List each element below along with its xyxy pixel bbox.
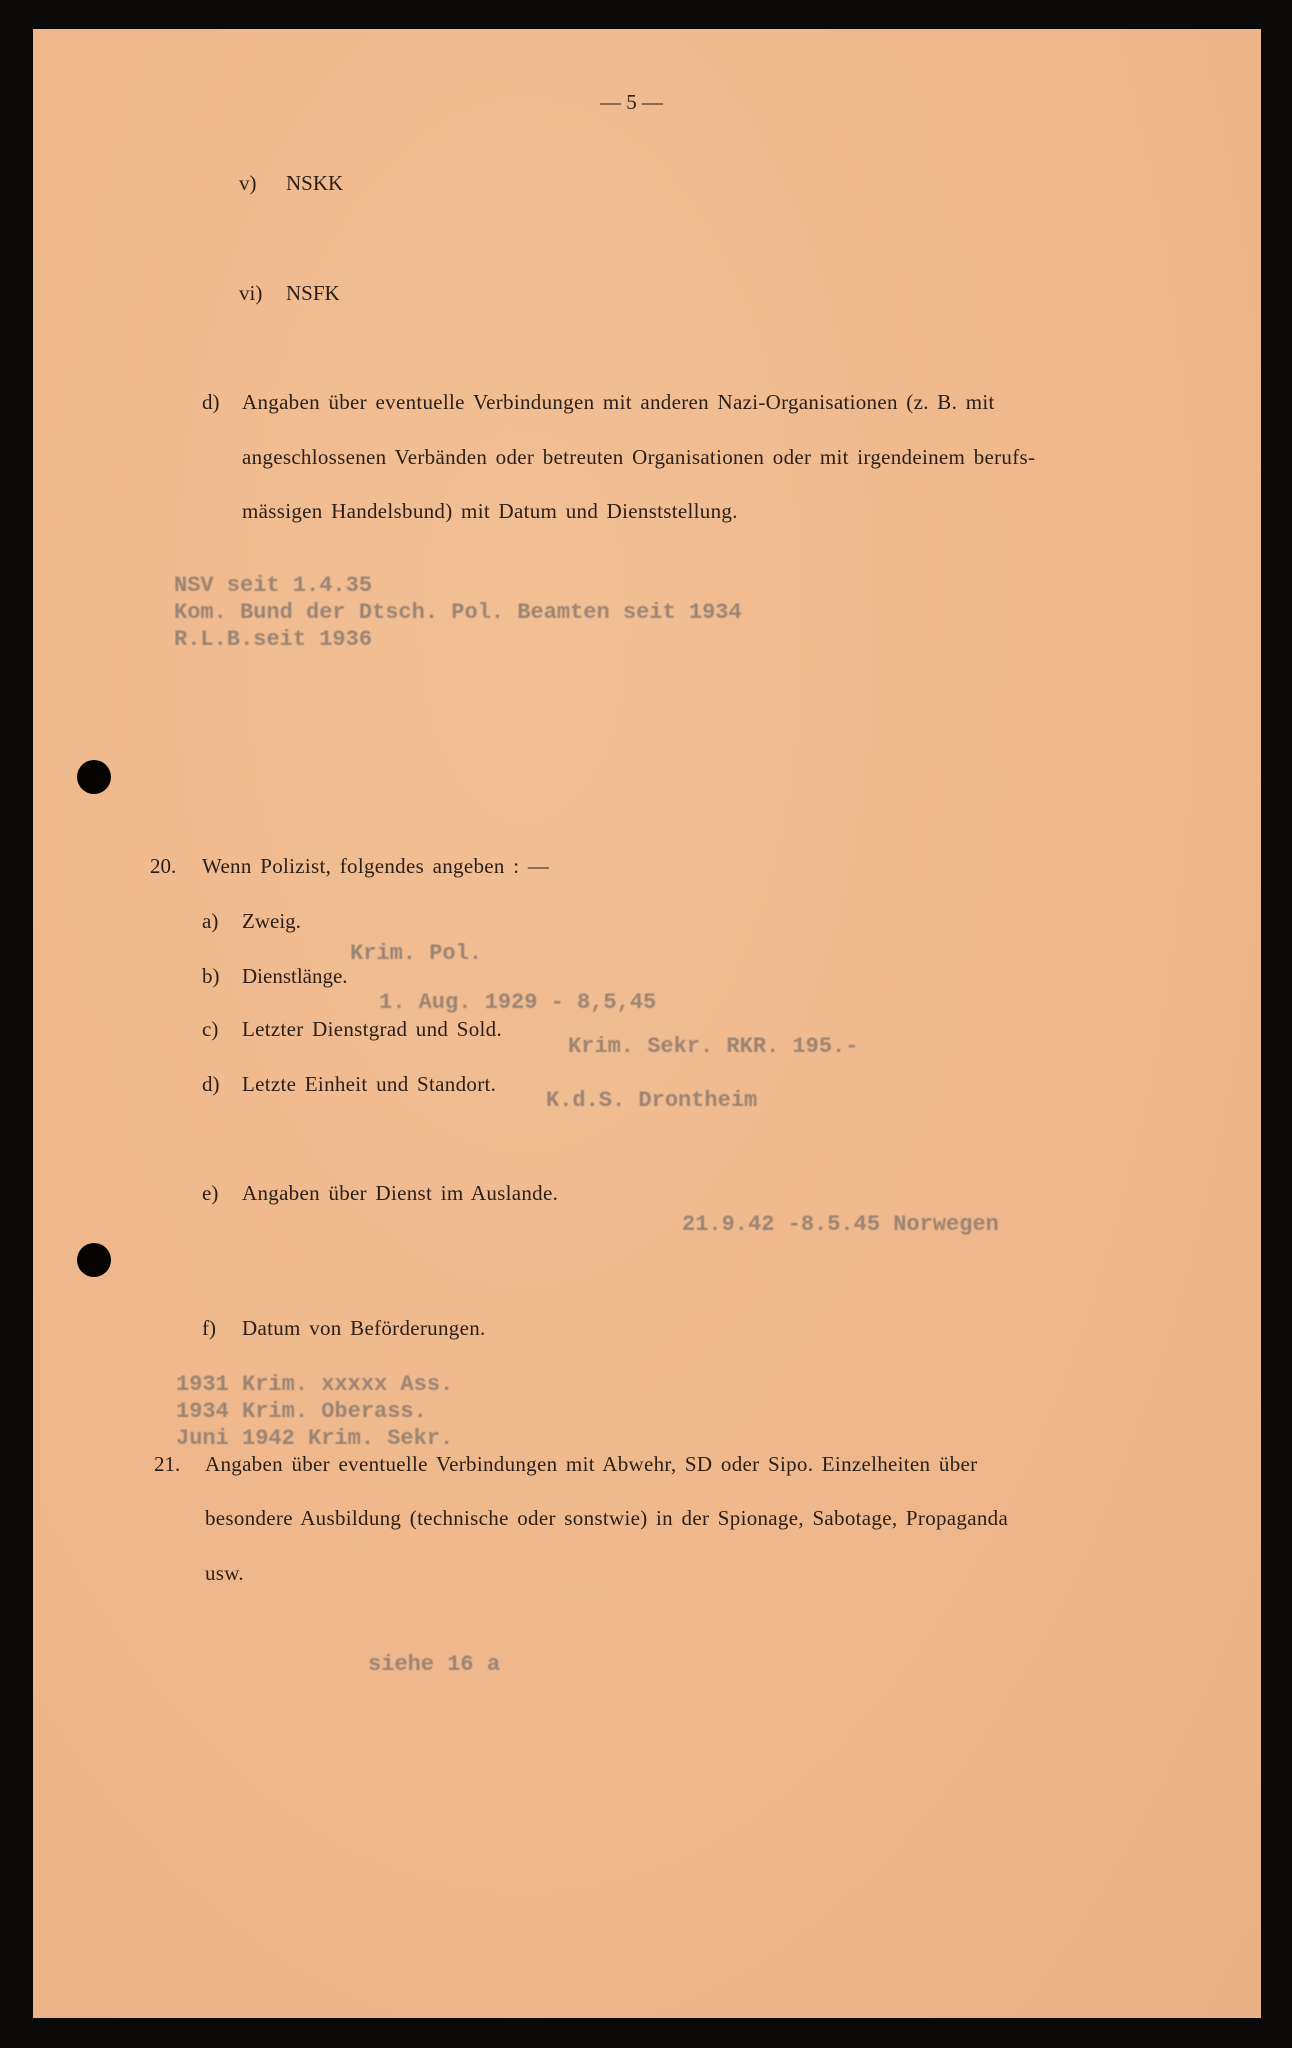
q20-e-answer: 21.9.42 -8.5.45 Norwegen (682, 1212, 999, 1237)
typed-answer-d-1: NSV seit 1.4.35 (174, 573, 373, 598)
item-d-label: d) (202, 390, 220, 414)
q21-number: 21. (154, 1452, 181, 1476)
q20-a-answer: Krim. Pol. (350, 941, 483, 966)
q20-f-answer-3: Juni 1942 Krim. Sekr. (176, 1426, 454, 1451)
q20-e-text: Angaben über Dienst im Auslande. (242, 1181, 559, 1205)
q20-a-label: a) (202, 909, 219, 933)
q20-f-text: Datum von Beförderungen. (242, 1316, 486, 1340)
q21-line-2: besondere Ausbildung (technische oder sonstwie) in der Spionage, Sabotage, Propaganda (205, 1506, 1009, 1530)
q20-c-label: c) (202, 1017, 219, 1041)
item-v-label: v) (239, 171, 257, 195)
q20-d-answer: K.d.S. Drontheim (546, 1088, 758, 1113)
q21-answer: siehe 16 a (368, 1652, 501, 1677)
q20-c-text: Letzter Dienstgrad und Sold. (242, 1017, 503, 1041)
q20-f-answer-1: 1931 Krim. xxxxx Ass. (176, 1372, 454, 1397)
item-d-line-3: mässigen Handelsbund) mit Datum und Dienststellung. (242, 499, 738, 523)
q20-b-label: b) (202, 964, 220, 988)
punch-hole (77, 760, 111, 794)
q20-e-label: e) (202, 1181, 219, 1205)
q20-d-label: d) (202, 1072, 220, 1096)
q20-number: 20. (150, 854, 177, 878)
q20-d-text: Letzte Einheit und Standort. (242, 1072, 497, 1096)
item-v-text: NSKK (286, 171, 344, 195)
item-d-line-2: angeschlossenen Verbänden oder betreuten Organisationen oder mit irgendeinem berufs- (242, 445, 1036, 469)
q20-text: Wenn Polizist, folgendes angeben : — (202, 854, 550, 878)
punch-hole (77, 1243, 111, 1277)
typed-answer-d-2: Kom. Bund der Dtsch. Pol. Beamten seit 1934 (174, 600, 742, 625)
q20-a-text: Zweig. (242, 909, 301, 933)
item-vi-text: NSFK (286, 281, 340, 305)
q20-f-answer-2: 1934 Krim. Oberass. (176, 1399, 427, 1424)
q21-line-1: Angaben über eventuelle Verbindungen mit Abwehr, SD oder Sipo. Einzelheiten über (205, 1452, 978, 1476)
q20-c-answer: Krim. Sekr. RKR. 195.- (568, 1034, 859, 1059)
item-d-line-1: Angaben über eventuelle Verbindungen mit anderen Nazi-Organisationen (z. B. mit (242, 390, 995, 414)
page-number: — 5 — (600, 90, 663, 114)
q20-b-text: Dienstlänge. (242, 964, 348, 988)
q21-line-3: usw. (205, 1561, 244, 1585)
typed-answer-d-3: R.L.B.seit 1936 (174, 627, 373, 652)
item-vi-label: vi) (239, 281, 263, 305)
q20-b-answer: 1. Aug. 1929 - 8,5,45 (379, 990, 657, 1015)
q20-f-label: f) (202, 1316, 216, 1340)
